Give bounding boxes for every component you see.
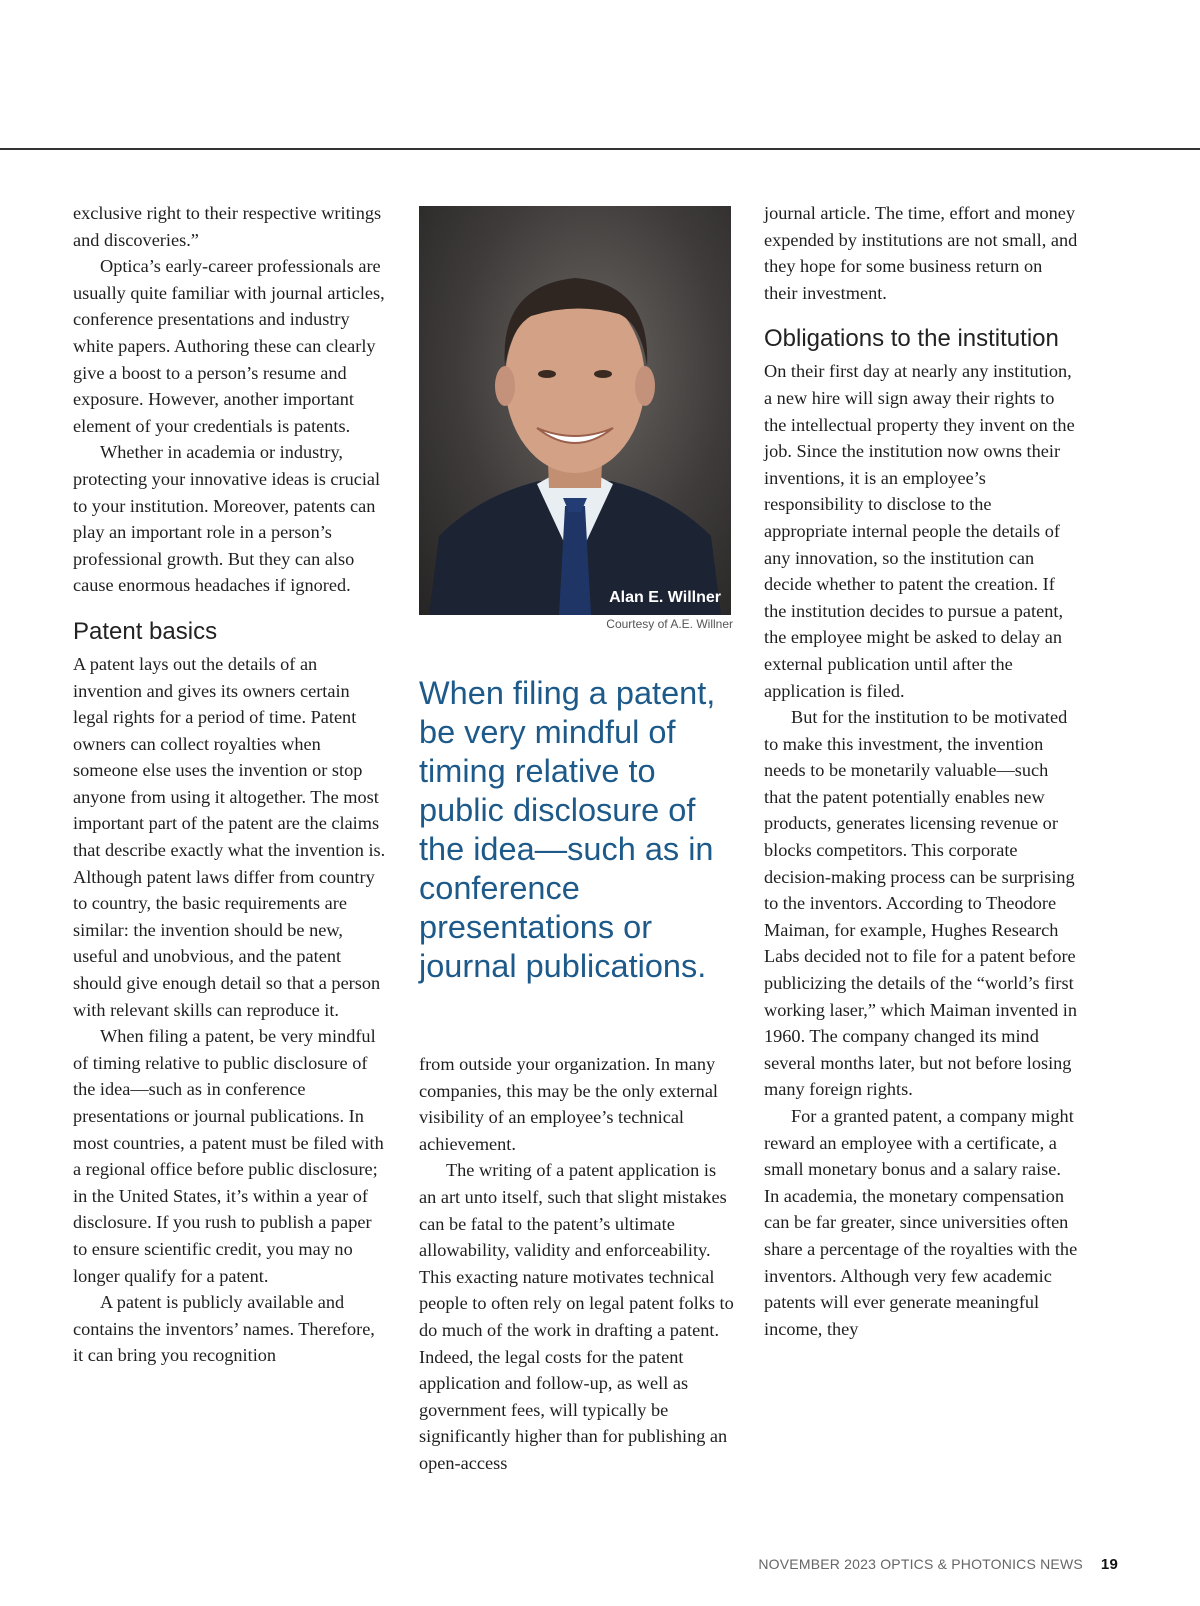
paragraph: A patent is publicly available and contains the inventors’ names. Therefore, it can bring you recognition — [73, 1292, 375, 1366]
article-column-3 — [764, 200, 1079, 1342]
pull-quote: When filing a patent, be very mindful of timing relative to public disclosure of the idea—such as in conference presentations or journal publications. — [419, 675, 716, 984]
photo-caption-name: Alan E. Willner — [609, 589, 721, 606]
paragraph: A patent lays out the details of an invention and gives its owners certain legal rights for a period of time. Patent owners can collect royalties when someone else uses the invention or stop anyone from using it altogether. The most important part of the patent are the claims that describe exactly what the invention is. Although patent laws differ from country to country, the basic requirements are similar: the invention should be new, useful and unobvious, and the patent should give enough detail so that a person with relevant skills can reproduce it. — [73, 653, 386, 1020]
portrait-illustration — [419, 206, 731, 615]
page-number: 19 — [1100, 1556, 1118, 1573]
header-rule — [0, 148, 1200, 150]
paragraph: The writing of a patent application is an art unto itself, such that slight mistakes can be fatal to the patent’s ultimate allowability, validity and enforceability. This exacting nature motivates technical people to often rely on legal patent folks to do much of the work in drafting a patent. Indeed, the legal costs for the patent application and follow-up, as well as government fees, will typically be significantly higher than for publishing an open-access — [419, 1160, 734, 1473]
paragraph: Whether in academia or industry, protecting your innovative ideas is crucial to your institution. Moreover, patents can play an important role in a person’s professional growth. But they can also cause enormous headaches if ignored. — [73, 442, 381, 596]
paragraph: When filing a patent, be very mindful of timing relative to public disclosure of the idea—such as in conference presentations or journal publications. In most countries, a patent must be filed with a regional office before public disclosure; in the United States, it’s within a year of disclosure. If you rush to publish a paper to ensure scientific credit, you may no longer qualify for a patent. — [73, 1026, 384, 1286]
paragraph: On their first day at nearly any institution, a new hire will sign away their rights to the intellectual property they invent on the job. Since the institution now owns their inventions, it is an employee’s responsibility to disclose to the appropriate internal people the details of any innovation, so the institution can decide whether to patent the creation. If the institution decides to pursue a patent, the employee might be asked to delay an external publication until after the application is filed. — [764, 361, 1075, 701]
author-portrait-photo — [419, 206, 731, 615]
paragraph: Optica’s early-career professionals are usually quite familiar with journal articles, conference presentations and industry white papers. Authoring these can clearly give a boost to a person’s resume and exposure. However, another important element of your credentials is patents. — [73, 256, 385, 436]
page-footer — [758, 1556, 1118, 1573]
article-column-2 — [419, 1051, 734, 1477]
paragraph: But for the institution to be motivated to make this investment, the invention needs to be monetarily valuable—such that the patent potentially enables new products, generates licensing revenue or blocks competitors. This corporate decision-making process can be surprising to the inventors. According to Theodore Maiman, for example, Hughes Research Labs decided not to file for a patent before publicizing the details of the “world’s first working laser,” which Maiman invented in 1960. The company changed its mind several months later, but not before losing many foreign rights. — [764, 707, 1078, 1100]
photo-credit: Courtesy of A.E. Willner — [606, 617, 733, 631]
issue-label: NOVEMBER 2023 OPTICS & PHOTONICS NEWS — [758, 1556, 1083, 1572]
section-heading-patent-basics: Patent basics — [73, 617, 218, 645]
paragraph: journal article. The time, effort and money expended by institutions are not small, and they hope for some business return on their investment. — [764, 203, 1078, 303]
paragraph: exclusive right to their respective writings and discoveries.” — [73, 203, 382, 250]
paragraph: For a granted patent, a company might reward an employee with a certificate, a small monetary bonus and a salary raise. In academia, the monetary compensation can be far greater, since universities often share a percentage of the royalties with the inventors. Although very few academic patents will ever generate meaningful income, they — [764, 1106, 1078, 1339]
section-heading-obligations: Obligations to the institution — [764, 325, 1059, 353]
article-column-1 — [73, 200, 388, 1369]
paragraph: from outside your organization. In many companies, this may be the only external visibility of an employee’s technical achievement. — [419, 1054, 719, 1154]
